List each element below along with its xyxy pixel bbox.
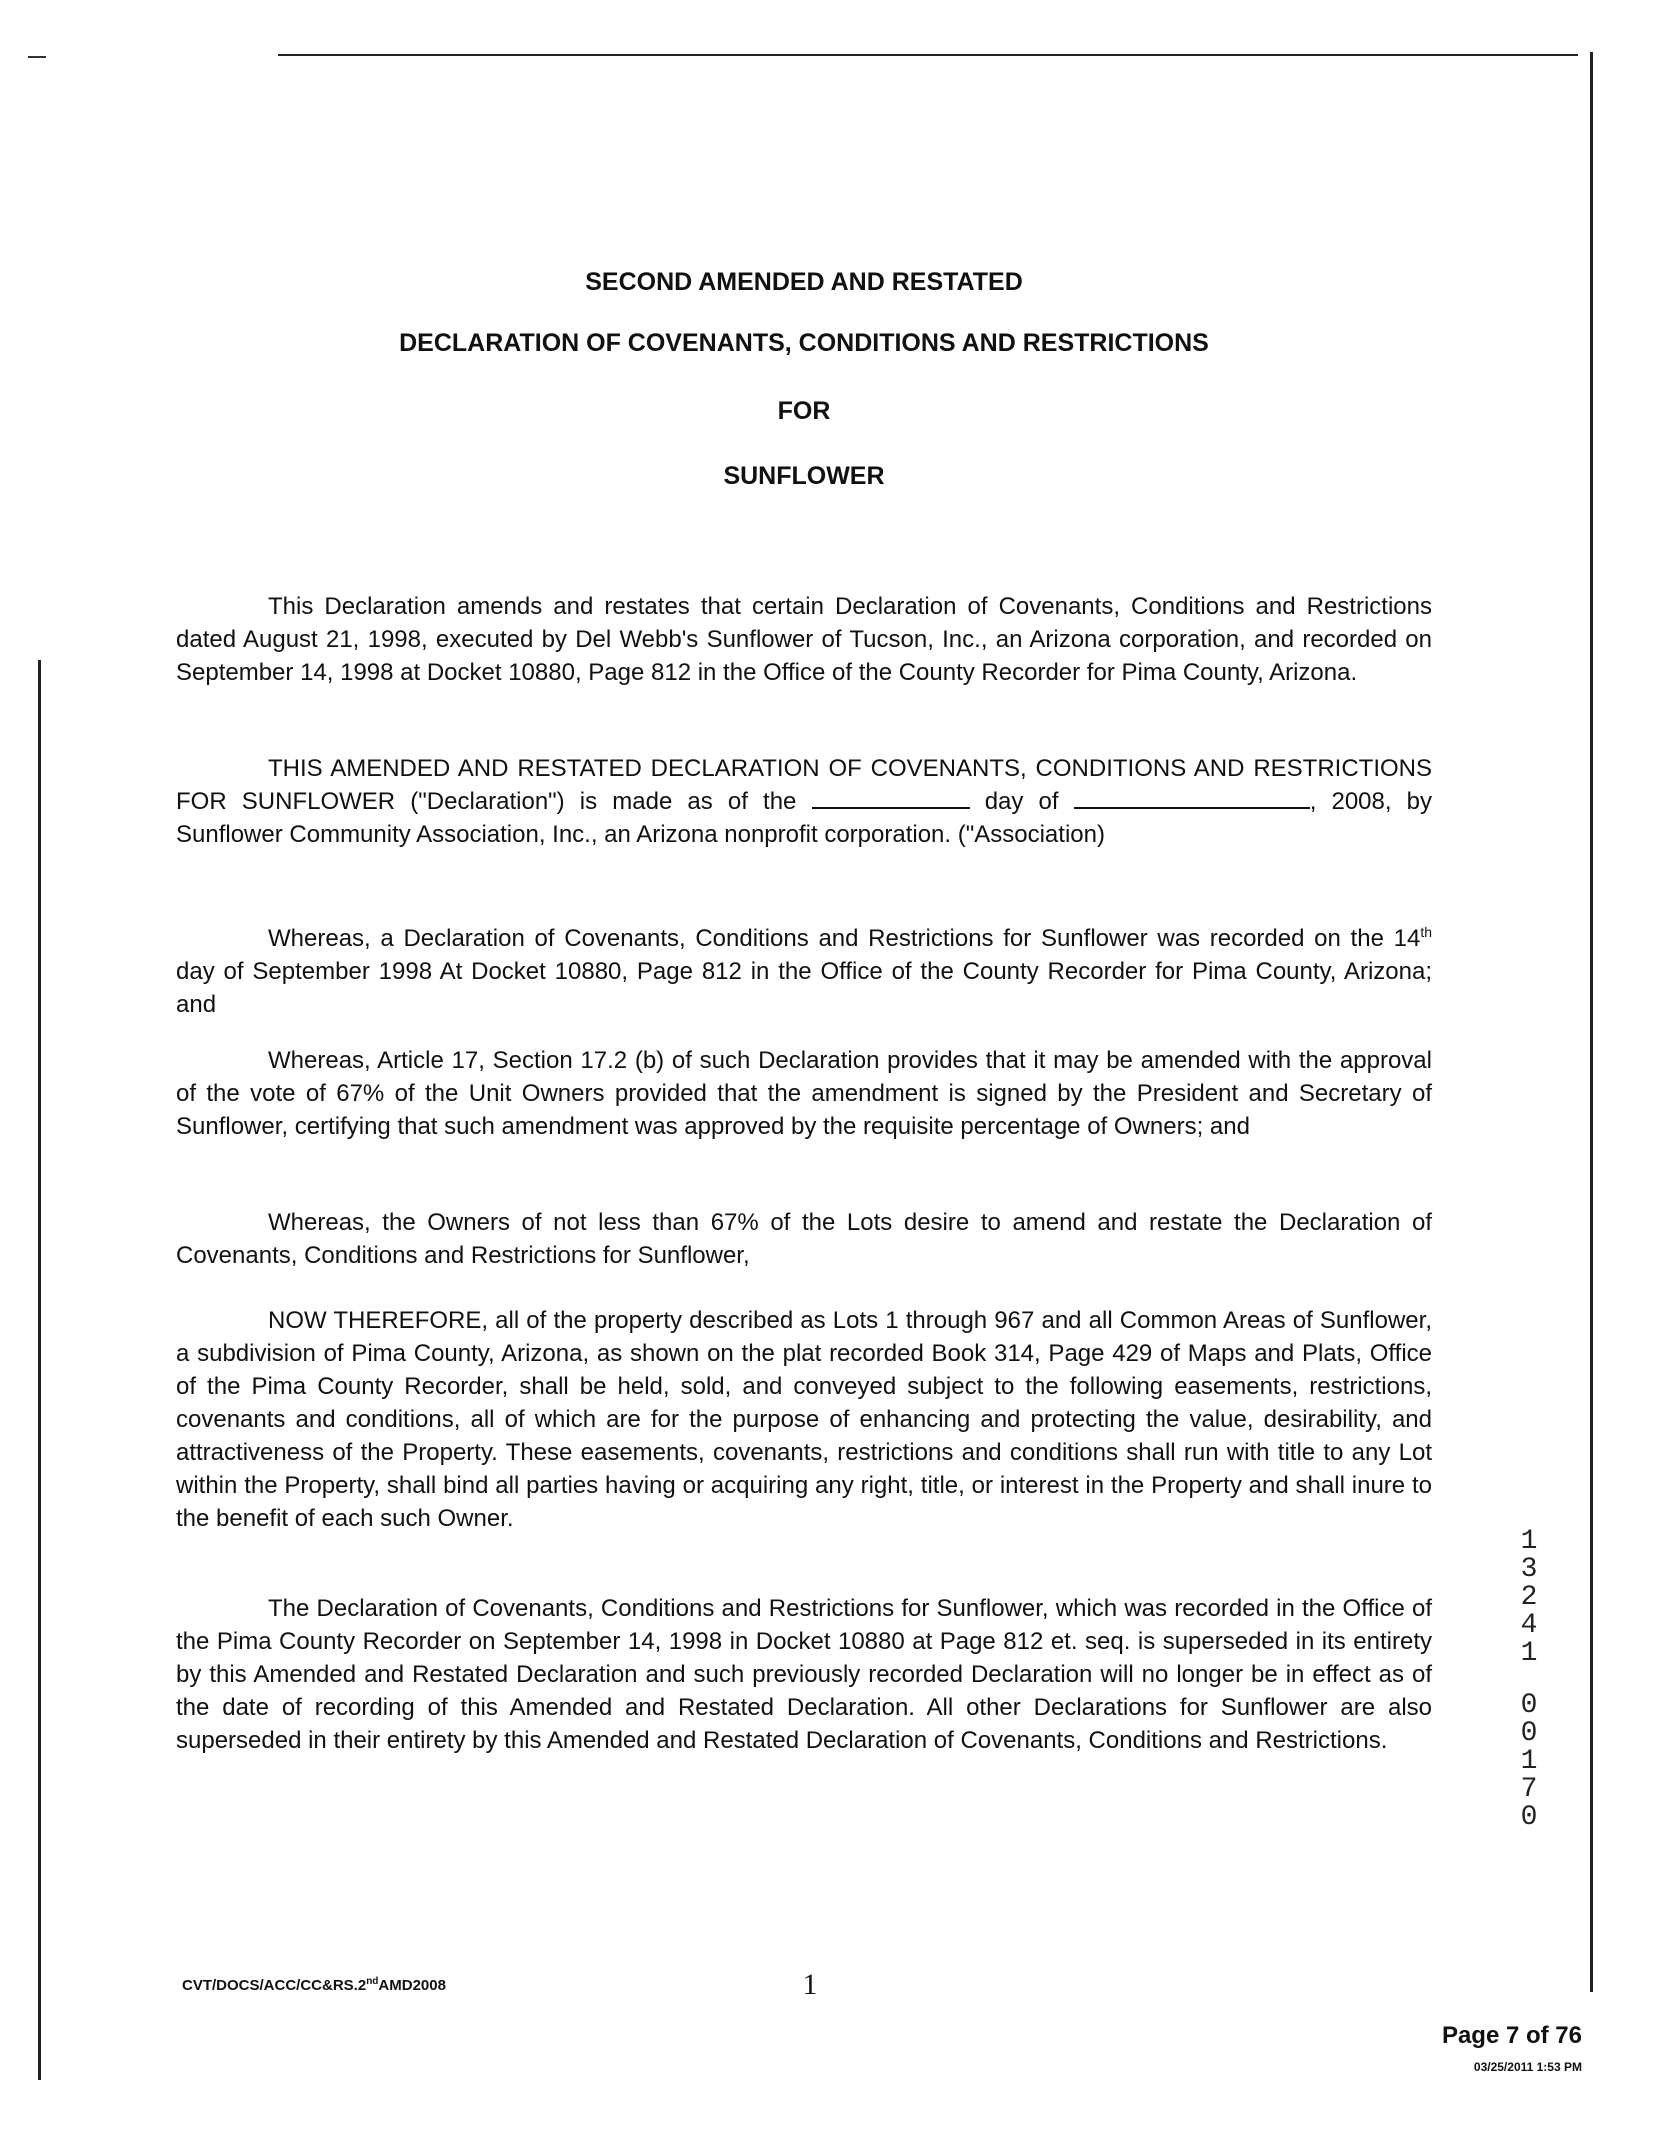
paragraph-text: THIS AMENDED AND RESTATED DECLARATION OF COVENANTS, CONDITIONS AND RESTRICTIONS FOR SUNFLOWER ("Declaration") is made as of the (176, 755, 1432, 815)
stamp-char: 4 (1520, 1610, 1538, 1641)
scan-mark (28, 56, 46, 58)
title-line-3: FOR (777, 397, 831, 425)
print-timestamp: 03/25/2011 1:53 PM (1473, 2060, 1582, 2074)
page-count: Page 7 of 76 (1441, 2022, 1582, 2049)
stamp-char: 2 (1520, 1582, 1538, 1613)
paragraph-text: This Declaration amends and restates that certain Declaration of Covenants, Conditions and Restrictions dated August 21, 1998, executed by Del Webb's Sunflower of Tucson, Inc., an Arizona corporation, and recorded on September 14, 1998 at Docket 10880, Page 812 in the Office of the County Recorder for Pima County, Arizona. (176, 593, 1432, 686)
paragraph-text: day of September 1998 At Docket 10880, Page 812 in the Office of the County Recorder for Pima County, Arizona; and (176, 958, 1432, 1018)
left-margin-line (38, 660, 41, 2080)
document-code-prefix: CVT/DOCS/ACC/CC&RS.2 (182, 1977, 367, 1994)
title-line-2: DECLARATION OF COVENANTS, CONDITIONS AND RESTRICTIONS (399, 329, 1209, 357)
document-code (182, 1976, 446, 1994)
paragraph-now-therefore (176, 1304, 1432, 1535)
day-blank-field (812, 785, 970, 809)
stamp-char: 1 (1520, 1638, 1538, 1669)
document-code-suffix: AMD2008 (378, 1977, 446, 1994)
paragraph-text: Whereas, the Owners of not less than 67% of the Lots desire to amend and restate the Declaration of Covenants, Conditions and Restrictions for Sunflower, (176, 1209, 1432, 1269)
recording-stamp (1514, 1528, 1544, 1832)
top-rule (278, 54, 1578, 56)
right-margin-line (1590, 52, 1593, 1992)
paragraph-text: NOW THEREFORE, all of the property described as Lots 1 through 967 and all Common Areas of Sunflower, a subdivision of Pima County, Arizona, as shown on the plat recorded Book 314, Page 429 of Maps and Plats, Office of the Pima County Recorder, shall be held, sold, and conveyed subject to the following easements, restrictions, covenants and conditions, all of which are for the purpose of enhancing and protecting the value, desirability, and attractiveness of the Property. These easements, covenants, restrictions and conditions shall run with title to any Lot within the Property, shall bind all parties having or acquiring any right, title, or interest in the Property and shall inure to the benefit of each such Owner. (176, 1307, 1432, 1532)
title-line-4: SUNFLOWER (723, 462, 885, 490)
paragraph-recital-intro (176, 590, 1432, 689)
paragraph-whereas-recorded (176, 916, 1432, 1021)
stamp-char: 0 (1520, 1802, 1538, 1833)
stamp-char: 1 (1520, 1526, 1538, 1557)
stamp-char: 1 (1520, 1746, 1538, 1777)
stamp-char: 0 (1520, 1690, 1538, 1721)
month-blank-field (1074, 785, 1310, 809)
paragraph-whereas-owners (176, 1206, 1432, 1272)
stamp-char: 0 (1520, 1718, 1538, 1749)
paragraph-whereas-amendment (176, 1044, 1432, 1143)
title-line-1: SECOND AMENDED AND RESTATED (585, 268, 1023, 296)
paragraph-text: day of (984, 788, 1059, 815)
paragraph-text: Whereas, Article 17, Section 17.2 (b) of such Declaration provides that it may be amended with the approval of the vote of 67% of the Unit Owners provided that the amendment is signed by the President and Secretary of Sunflower, certifying that such amendment was approved by the requisite percentage of Owners; and (176, 1047, 1432, 1140)
page-number: 1 (802, 1968, 818, 2001)
stamp-char: 3 (1520, 1554, 1538, 1585)
paragraph-declaration-made (176, 752, 1432, 851)
paragraph-superseded (176, 1592, 1432, 1757)
document-code-superscript: nd (366, 1976, 379, 1987)
paragraph-text: , 2008, by Sunflower Community Association, Inc., an Arizona nonprofit corporation. ("Association) (176, 788, 1433, 848)
paragraph-text: Whereas, a Declaration of Covenants, Conditions and Restrictions for Sunflower was recorded on the 14 (268, 925, 1421, 952)
paragraph-text: The Declaration of Covenants, Conditions and Restrictions for Sunflower, which was recorded in the Office of the Pima County Recorder on September 14, 1998 in Docket 10880 at Page 812 et. seq. is superseded in its entirety by this Amended and Restated Declaration and such previously recorded Declaration will no longer be in effect as of the date of recording of this Amended and Restated Declaration. All other Declarations for Sunflower are also superseded in their entirety by this Amended and Restated Declaration of Covenants, Conditions and Restrictions. (176, 1595, 1432, 1754)
ordinal-superscript: th (1420, 924, 1432, 940)
stamp-char: 7 (1520, 1774, 1538, 1805)
